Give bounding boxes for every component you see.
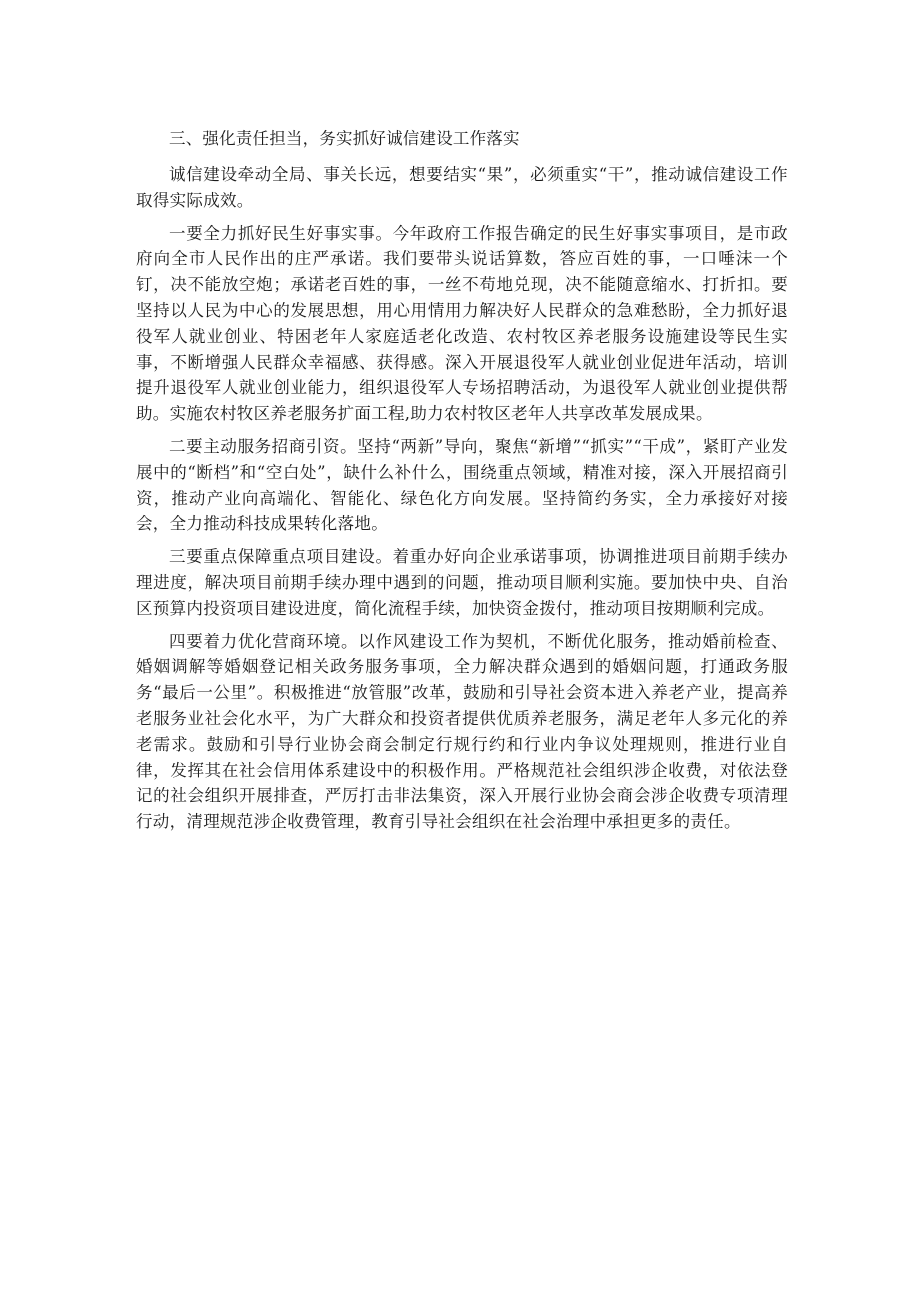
document-body	[136, 126, 788, 842]
section-heading: 三、强化责任担当，务实抓好诚信建设工作落实	[169, 129, 520, 148]
paragraph-livelihood: 一要全力抓好民生好事实事。今年政府工作报告确定的民生好事实事项目，是市政府向全市人民作出的庄严承诺。我们要带头说话算数，答应百姓的事，一口唾沫一个钉，决不能放空炮；承诺老百姓的事，一丝不苟地兑现，决不能随意缩水、打折扣。要坚持以人民为中心的发展思想，用心用情用力解决好人民群众的急难愁盼，全力抓好退役军人就业创业、特困老年人家庭适老化改造、农村牧区养老服务设施建设等民生实事，不断增强人民群众幸福感、获得感。深入开展退役军人就业创业促进年活动，培训提升退役军人就业创业能力，组织退役军人专场招聘活动，为退役军人就业创业提供帮助。实施农村牧区养老服务扩面工程,助力农村牧区老年人共享改革发展成果。	[136, 223, 788, 424]
paragraph-intro: 诚信建设牵动全局、事关长远，想要结实“果”，必须重实“干”，推动诚信建设工作取得实际成效。	[136, 165, 788, 210]
paragraph-business-environment: 四要着力优化营商环境。以作风建设工作为契机，不断优化服务，推动婚前检查、婚姻调解等婚姻登记相关政务服务事项，全力解决群众遇到的婚姻问题，打通政务服务“最后一公里”。积极推进“放管服”改革，鼓励和引导社会资本进入养老产业，提高养老服务业社会化水平，为广大群众和投资者提供优质养老服务，满足老年人多元化的养老需求。鼓励和引导行业协会商会制定行规行约和行业内争议处理规则，推进行业自律，发挥其在社会信用体系建设中的积极作用。严格规范社会组织涉企收费，对依法登记的社会组织开展排查，严厉打击非法集资，深入开展行业协会商会涉企收费专项清理行动，清理规范涉企收费管理，教育引导社会组织在社会治理中承担更多的责任。	[136, 631, 788, 832]
paragraph-investment: 二要主动服务招商引资。坚持“两新”导向，聚焦“新增”“抓实”“干成”，紧盯产业发展中的“断档”和“空白处”，缺什么补什么，围绕重点领域，精准对接，深入开展招商引资，推动产业向高端化、智能化、绿色化方向发展。坚持简约务实，全力承接好对接会，全力推动科技成果转化落地。	[136, 436, 788, 534]
paragraph-key-projects: 三要重点保障重点项目建设。着重办好向企业承诺事项，协调推进项目前期手续办理进度，解决项目前期手续办理中遇到的问题，推动项目顺利实施。要加快中央、自治区预算内投资项目建设进度，简化流程手续，加快资金拨付，推动项目按期顺利完成。	[136, 547, 788, 618]
